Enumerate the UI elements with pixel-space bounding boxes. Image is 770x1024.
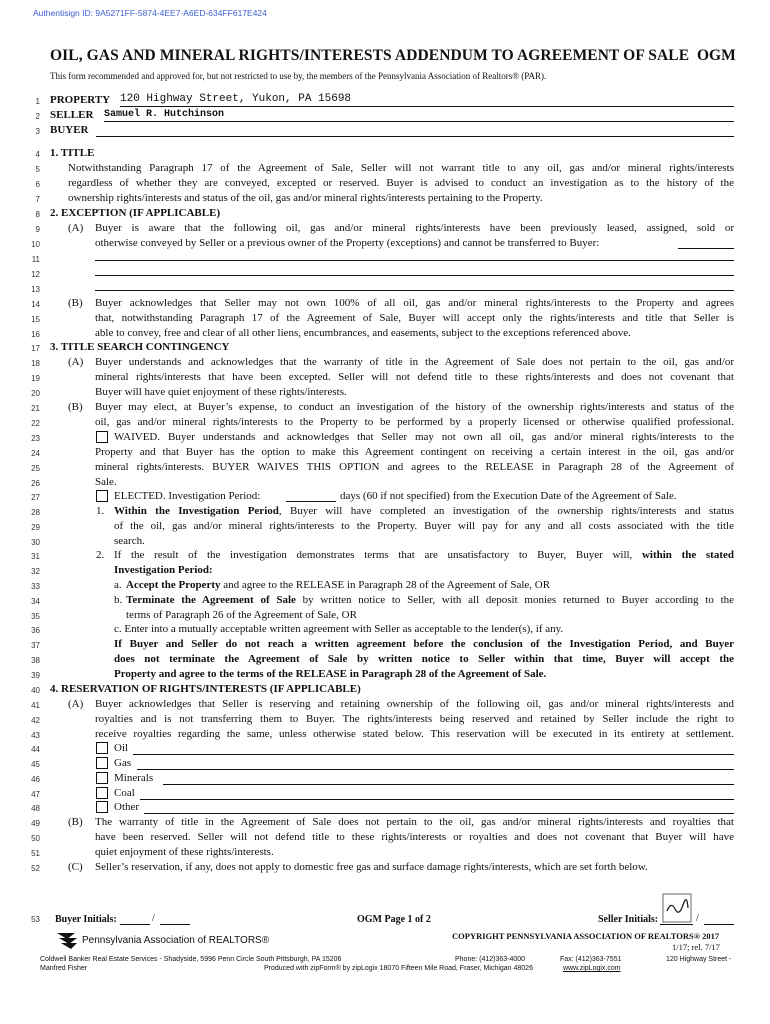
s3-a-text: mineral rights/interests that have been excepted. Seller will not defend title to these rights/interests and does not covenant that (95, 371, 734, 383)
line-number: 15 (31, 315, 40, 324)
office-address: Coldwell Banker Real Estate Services - Shadyside, 5996 Penn Circle South Pittsburgh, PA 15206 (40, 956, 342, 963)
line-number: 42 (31, 716, 40, 725)
s3-b-text: oil, gas and/or mineral rights/interests to the Property to be performed by a properly licensed or otherwise qualified professional. (95, 416, 734, 428)
line-number: 26 (31, 479, 40, 488)
item2-bold: within the stated (641, 549, 734, 561)
option-a-bold: Accept the Property (126, 579, 221, 591)
line-number: 38 (31, 656, 40, 665)
gas-label: Gas (114, 757, 132, 769)
item1-bold: Within the Investigation Period (114, 505, 279, 517)
buyer-initials-label: Buyer Initials: (55, 914, 117, 925)
s4-b-text: have been reserved. Seller will not defend title to these rights/interests or royalties and does not covenant that Buyer will have (95, 831, 734, 843)
line-number: 12 (31, 270, 40, 279)
buyer-initials-field-1[interactable] (120, 924, 150, 925)
exceptions-line[interactable] (95, 275, 734, 276)
item2-num: 2. (96, 549, 105, 561)
initials-slash: / (152, 913, 155, 924)
line-number: 24 (31, 449, 40, 458)
exceptions-line[interactable] (95, 290, 734, 291)
s2-a-text: Buyer is aware that the following oil, gas and/or mineral rights/interests have been previously leased, assigned, sold or (95, 222, 734, 234)
gas-field[interactable] (137, 769, 734, 770)
coal-label: Coal (114, 787, 135, 799)
s1-heading: 1. TITLE (50, 147, 95, 159)
option-c-text: c. Enter into a mutually acceptable written agreement with Seller as acceptable to the lender(s), if any. (114, 623, 564, 635)
seller-field[interactable]: Samuel R. Hutchinson (104, 108, 734, 122)
s2-a-label: (A) (68, 222, 84, 234)
s1-text: Notwithstanding Paragraph 17 of the Agreement of Sale, Seller will not warrant title to any oil, gas and/or mineral rights/interests (68, 162, 734, 174)
item2-text (114, 549, 734, 562)
option-b-text: terms of Paragraph 26 of the Agreement of Sale, OR (126, 609, 357, 621)
s3-b-text: Buyer may elect, at Buyer’s expense, to conduct an investigation of the history of the ownership rights/interests and status of the (95, 401, 734, 413)
option-a-rest: and agree to the RELEASE in Paragraph 28 of the Agreement of Sale, OR (220, 579, 551, 591)
revision: 1/17; rel. 7/17 (672, 942, 720, 952)
line-number: 13 (31, 285, 40, 294)
zipform-note: Produced with zipForm® by zipLogix 18070 Fifteen Mile Road, Fraser, Michigan 48026 (264, 965, 533, 972)
line-number: 41 (31, 701, 40, 710)
line-number: 22 (31, 419, 40, 428)
line-number: 35 (31, 612, 40, 621)
elected-text: days (60 if not specified) from the Execution Date of the Agreement of Sale. (340, 490, 677, 502)
line-number: 2 (35, 112, 40, 121)
s4-a-text: receive royalties regarding the same, unless otherwise stated below. This reservation will be executed in its entirety at settlement. (95, 728, 734, 740)
office-fax: Fax: (412)363-7551 (560, 956, 622, 963)
line-number: 52 (31, 864, 40, 873)
line-number: 36 (31, 626, 40, 635)
initials-slash: / (696, 913, 699, 924)
s4-a-label: (A) (68, 698, 84, 710)
s2-b-text: Buyer acknowledges that Seller may not own 100% of all oil, gas and/or mineral rights/interests to the Property and agrees (95, 297, 734, 309)
line-number: 19 (31, 374, 40, 383)
page-indicator: OGM Page 1 of 2 (357, 914, 431, 925)
line-number: 1 (35, 97, 40, 106)
line-number: 44 (31, 745, 40, 754)
buyer-label: BUYER (50, 124, 89, 136)
elected-label: ELECTED. Investigation Period: (114, 490, 261, 502)
line-number: 17 (31, 344, 40, 353)
seller-label: SELLER (50, 109, 94, 121)
oil-label: Oil (114, 742, 129, 754)
line-number: 37 (31, 641, 40, 650)
s2-a-text: otherwise conveyed by Seller or a previous owner of the Property (exceptions) and cannot be transferred to Buyer: (95, 237, 600, 249)
buyer-initials-field-2[interactable] (160, 924, 190, 925)
s4-b-text: quiet enjoyment of these rights/interests. (95, 846, 274, 858)
file-name: 120 Highway Street - (666, 956, 732, 963)
line-number: 28 (31, 508, 40, 517)
line-number: 43 (31, 731, 40, 740)
line-number: 46 (31, 775, 40, 784)
item1-text: of the oil, gas and/or mineral rights/interests to the Property. Buyer will pay for any and all costs associated with the title (114, 520, 734, 532)
waived-text: Property and that Buyer has the option to make this Agreement contingent on receiving a certain interest in the oil, gas and/or (95, 446, 734, 458)
line-number: 39 (31, 671, 40, 680)
minerals-label: Minerals (114, 772, 154, 784)
coal-checkbox[interactable] (96, 787, 108, 799)
line-number: 14 (31, 300, 40, 309)
line-number: 33 (31, 582, 40, 591)
option-b-label: b. (114, 594, 123, 606)
oil-checkbox[interactable] (96, 742, 108, 754)
line-number: 34 (31, 597, 40, 606)
s4-b-text: The warranty of title in the Agreement of Sale does not pertain to the oil, gas and/or mineral rights/interests and royalties that (95, 816, 734, 828)
s4-c-label: (C) (68, 861, 83, 873)
exceptions-line[interactable] (95, 260, 734, 261)
s4-heading: 4. RESERVATION OF RIGHTS/INTERESTS (IF APPLICABLE) (50, 683, 361, 695)
gas-checkbox[interactable] (96, 757, 108, 769)
s1-text: ownership rights/interests and status of the oil, gas and/or mineral rights/interests pertaining to the Property. (68, 192, 543, 204)
waived-text: Sale. (95, 476, 117, 488)
line-number: 48 (31, 804, 40, 813)
elected-checkbox[interactable] (96, 490, 108, 502)
line-number: 20 (31, 389, 40, 398)
par-logo-icon (55, 929, 79, 951)
line-number: 27 (31, 493, 40, 502)
agent-name: Manfred Fisher (40, 965, 88, 972)
s2-b-text: that, notwithstanding Paragraph 17 of the Agreement of Sale, Buyer will accept only the rights/interests and title that Seller is (95, 312, 734, 324)
s3-b-label: (B) (68, 401, 83, 413)
line-number: 5 (35, 165, 40, 174)
minerals-field[interactable] (163, 784, 734, 785)
line-number: 50 (31, 834, 40, 843)
seller-initials-field-2[interactable] (704, 924, 734, 925)
s2-b-label: (B) (68, 297, 83, 309)
line-number: 16 (31, 330, 40, 339)
item2-plain: If the result of the investigation demonstrates terms that are unsatisfactory to Buyer, Buyer will, (114, 549, 633, 561)
option-a-text (126, 579, 550, 592)
option-b-rest: by written notice to Seller, with all deposit monies returned to Buyer according to the (295, 594, 735, 606)
line-number: 30 (31, 538, 40, 547)
s3-bold-text: If Buyer and Seller do not reach a written agreement before the conclusion of the Investigation Period, and Buyer (114, 638, 734, 650)
line-number: 11 (31, 255, 40, 264)
copyright: COPYRIGHT PENNSYLVANIA ASSOCIATION OF REALTORS® 2017 (452, 931, 720, 941)
other-checkbox[interactable] (96, 801, 108, 813)
recommend-note: This form recommended and approved for, but not restricted to use by, the members of the Pennsylvania Association of Realtors® (PAR). (50, 71, 547, 81)
item1-num: 1. (96, 505, 105, 517)
s3-bold-text: does not terminate the Agreement of Sale by written notice to Seller within that time, Buyer will accept the (114, 653, 734, 665)
initials-stamp-icon (662, 893, 692, 923)
line-number: 47 (31, 790, 40, 799)
s3-heading: 3. TITLE SEARCH CONTINGENCY (50, 341, 230, 353)
line-number: 51 (31, 849, 40, 858)
minerals-checkbox[interactable] (96, 772, 108, 784)
investigation-days-field[interactable] (286, 501, 336, 502)
waived-checkbox[interactable] (96, 431, 108, 443)
option-b-bold: Terminate the Agreement of Sale (126, 594, 296, 606)
line-number: 40 (31, 686, 40, 695)
line-number: 53 (31, 915, 40, 924)
line-number: 29 (31, 523, 40, 532)
property-field[interactable]: 120 Highway Street, Yukon, PA 15698 (120, 93, 734, 107)
option-b-text (126, 594, 734, 607)
par-logo-text: Pennsylvania Association of REALTORS® (82, 935, 270, 946)
other-field[interactable] (144, 813, 734, 814)
seller-initials-label: Seller Initials: (598, 914, 659, 925)
item1-text: search. (114, 535, 145, 547)
line-number: 21 (31, 404, 40, 413)
s3-a-text: Buyer will have quiet enjoyment of these rights/interests. (95, 386, 347, 398)
line-number: 7 (35, 195, 40, 204)
authsign-id: Authentisign ID: 9A5271FF-5874-4EE7-A6ED-634FF617E424 (33, 8, 267, 18)
buyer-field[interactable] (96, 123, 734, 137)
s2-b-text: able to convey, free and clear of all other liens, encumbrances, and easements, subject to the exceptions referenced above. (95, 327, 631, 339)
s4-a-text: Buyer acknowledges that Seller is reserving and retaining ownership of the following oil, gas and/or mineral rights/interests and (95, 698, 734, 710)
line-number: 25 (31, 464, 40, 473)
s3-a-text: Buyer understands and acknowledges that the warranty of title in the Agreement of Sale does not pertain to the oil, gas and/or (95, 356, 734, 368)
other-label: Other (114, 801, 140, 813)
form-code: OGM (697, 47, 736, 64)
waived-text: WAIVED. Buyer understands and acknowledges that Seller may not own all oil, gas and/or mineral rights/interests to the (114, 431, 734, 443)
line-number: 18 (31, 359, 40, 368)
s4-c-text: Seller’s reservation, if any, does not apply to domestic free gas and surface damage rights/interests, which are set forth below. (95, 861, 648, 873)
office-phone: Phone: (412)363-4000 (455, 956, 526, 963)
item2-bold2: Investigation Period: (114, 564, 213, 576)
exceptions-blank[interactable] (678, 248, 734, 249)
form-title: OIL, GAS AND MINERAL RIGHTS/INTERESTS ADDENDUM TO AGREEMENT OF SALE (50, 47, 690, 64)
s4-b-label: (B) (68, 816, 83, 828)
line-number: 10 (31, 240, 40, 249)
s2-heading: 2. EXCEPTION (IF APPLICABLE) (50, 207, 221, 219)
line-number: 4 (35, 150, 40, 159)
s1-text: regardless of whether they are conveyed, excepted or reserved. Buyer is advised to conduct an investigation as to the history of the (68, 177, 734, 189)
item1-text (114, 505, 734, 518)
oil-field[interactable] (133, 754, 734, 755)
s3-bold-text: Property and agree to the terms of the RELEASE in Paragraph 28 of the Agreement of Sale. (114, 668, 547, 680)
property-label: PROPERTY (50, 94, 111, 106)
line-number: 45 (31, 760, 40, 769)
line-number: 8 (35, 210, 40, 219)
s4-a-text: royalties and is not transferring them to Buyer. The rights/interests being reserved and retained by Seller include the right to (95, 713, 734, 725)
ziplogix-link[interactable]: www.zipLogix.com (563, 965, 621, 972)
item1-rest: , Buyer will have completed an investigation of the ownership rights/interests and status (278, 505, 734, 517)
line-number: 49 (31, 819, 40, 828)
line-number: 32 (31, 567, 40, 576)
line-number: 3 (35, 127, 40, 136)
waived-text: mineral rights/interests. BUYER WAIVES THIS OPTION and agrees to the RELEASE in Paragraph 28 of the Agreement of (95, 461, 734, 473)
s3-a-label: (A) (68, 356, 84, 368)
line-number: 23 (31, 434, 40, 443)
line-number: 31 (31, 552, 40, 561)
line-number: 9 (35, 225, 40, 234)
coal-field[interactable] (140, 799, 734, 800)
seller-initials-field-1[interactable] (660, 924, 693, 925)
option-a-label: a. (114, 579, 122, 591)
line-number: 6 (35, 180, 40, 189)
